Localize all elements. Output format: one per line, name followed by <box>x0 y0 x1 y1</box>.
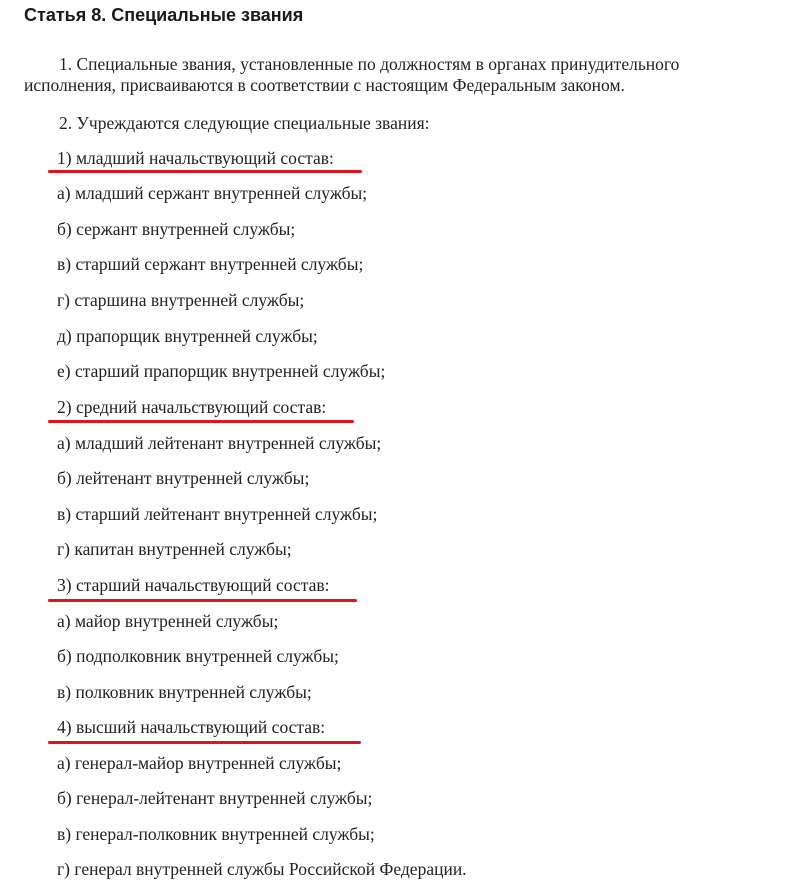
list-item: г) генерал внутренней службы Российской Федерации. <box>57 859 467 879</box>
list-item: б) сержант внутренней службы; <box>57 219 296 239</box>
paragraph-2: 2. Учреждаются следующие специальные звания: <box>59 113 430 133</box>
list-item: а) генерал-майор внутренней службы; <box>57 753 342 773</box>
group-heading-senior: 3) старший начальствующий состав: <box>57 575 330 595</box>
list-item: б) генерал-лейтенант внутренней службы; <box>57 788 373 808</box>
list-item: а) майор внутренней службы; <box>57 611 279 631</box>
list-item: в) генерал-полковник внутренней службы; <box>57 824 375 844</box>
heading-underline-highest <box>48 741 361 744</box>
paragraph-1: 1. Специальные звания, установленные по должностям в органах принудительного исполнения, присваиваются в соответствии с настоящим Федеральным законом. <box>24 54 680 95</box>
list-item: е) старший прапорщик внутренней службы; <box>57 361 386 381</box>
article-title: Статья 8. Специальные звания <box>24 5 304 25</box>
list-item: а) младший сержант внутренней службы; <box>57 183 368 203</box>
group-heading-middle: 2) средний начальствующий состав: <box>57 397 327 417</box>
list-item: г) капитан внутренней службы; <box>57 539 292 559</box>
list-item: в) полковник внутренней службы; <box>57 682 312 702</box>
list-item: а) младший лейтенант внутренней службы; <box>57 433 382 453</box>
heading-underline-middle <box>48 420 354 423</box>
group-heading-junior: 1) младший начальствующий состав: <box>57 148 334 168</box>
list-item: б) подполковник внутренней службы; <box>57 646 339 666</box>
list-item: б) лейтенант внутренней службы; <box>57 468 310 488</box>
heading-underline-junior <box>48 170 362 173</box>
heading-underline-senior <box>48 599 357 602</box>
list-item: д) прапорщик внутренней службы; <box>57 326 318 346</box>
list-item: в) старший лейтенант внутренней службы; <box>57 504 378 524</box>
list-item: в) старший сержант внутренней службы; <box>57 254 364 274</box>
list-item: г) старшина внутренней службы; <box>57 290 305 310</box>
group-heading-highest: 4) высший начальствующий состав: <box>57 717 326 737</box>
